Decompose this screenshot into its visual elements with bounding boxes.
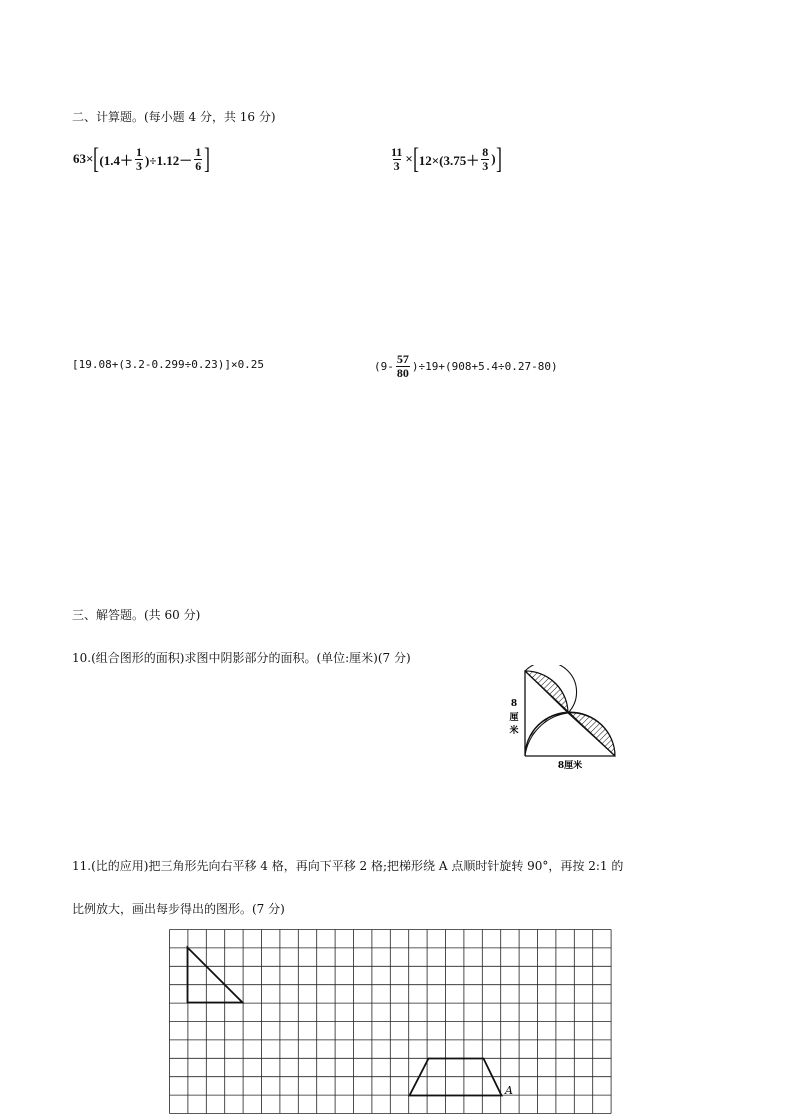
q2-fraction-0-den: 3: [393, 158, 400, 173]
question-10-figure: [505, 665, 620, 775]
q1-close-bracket: ]: [204, 142, 211, 175]
q1-fraction-1-num: 1: [136, 144, 143, 159]
q4-fraction-num: 57: [396, 351, 409, 366]
q1-part-b: )÷1.12－: [145, 152, 193, 168]
shaded-region-top: [525, 671, 568, 713]
section3-heading: 三、解答题。(共 60 分): [72, 608, 201, 622]
triangle-shape: [188, 948, 243, 1003]
q4-fraction: [396, 353, 410, 379]
question-11-grid: [168, 928, 616, 1118]
q1-fraction-1-den: 3: [136, 158, 143, 173]
q2-close-bracket: ]: [495, 142, 502, 175]
label-bottom: 8厘米: [557, 761, 583, 771]
label-vertical-li: 厘: [509, 713, 519, 723]
q4-part-a: (9-: [374, 359, 394, 373]
q4-fraction-den: 80: [396, 365, 409, 380]
shaded-region-right: [568, 713, 615, 756]
q2-fraction-1-num: 8: [482, 144, 489, 159]
q2-fraction-0-num: 11: [391, 144, 403, 159]
calc-question-2: [388, 140, 502, 178]
grid-lines: [170, 930, 612, 1114]
q1-fraction-2-num: 1: [195, 144, 202, 159]
q2-part-a: 12×(3.75＋: [418, 152, 480, 168]
q4-part-b: )÷19+(908+5.4÷0.27-80): [411, 359, 558, 373]
q1-fraction-2: [194, 146, 202, 172]
label-vertical-8: 8: [510, 699, 518, 709]
q1-open-bracket: [: [93, 142, 100, 175]
q1-fraction-1: [135, 146, 143, 172]
q2-lead: ×: [405, 151, 413, 166]
calc-question-1: [73, 140, 210, 178]
q2-open-bracket: [: [412, 142, 419, 175]
q2-part-b: ): [491, 151, 496, 166]
calc-question-3: [19.08+(3.2-0.299÷0.23)]×0.25: [72, 358, 265, 371]
q2-fraction-0: [390, 146, 403, 172]
point-a-label: A: [505, 1084, 513, 1097]
section2-heading: 二、计算题。(每小题 4 分，共 16 分): [72, 110, 276, 124]
question-10-text: 10.(组合图形的面积)求图中阴影部分的面积。(单位:厘米)(7 分): [72, 651, 411, 665]
q1-part-a: (1.4＋: [99, 152, 134, 168]
q1-lead: 63×: [73, 151, 94, 166]
q2-fraction-1-den: 3: [482, 158, 489, 173]
shaded-region-left: [525, 713, 568, 756]
question-11-line-1: 11.(比的应用)把三角形先向右平移 4 格，再向下平移 2 格;把梯形绕 A 点顺时针旋转 90°，再按 2:1 的: [72, 859, 624, 873]
calc-question-4: [374, 348, 558, 384]
question-11-line-2: 比例放大，画出每步得出的图形。(7 分): [72, 902, 285, 916]
q1-fraction-2-den: 6: [195, 158, 202, 173]
label-vertical-mi: 米: [509, 726, 519, 736]
q2-fraction-1: [481, 146, 489, 172]
